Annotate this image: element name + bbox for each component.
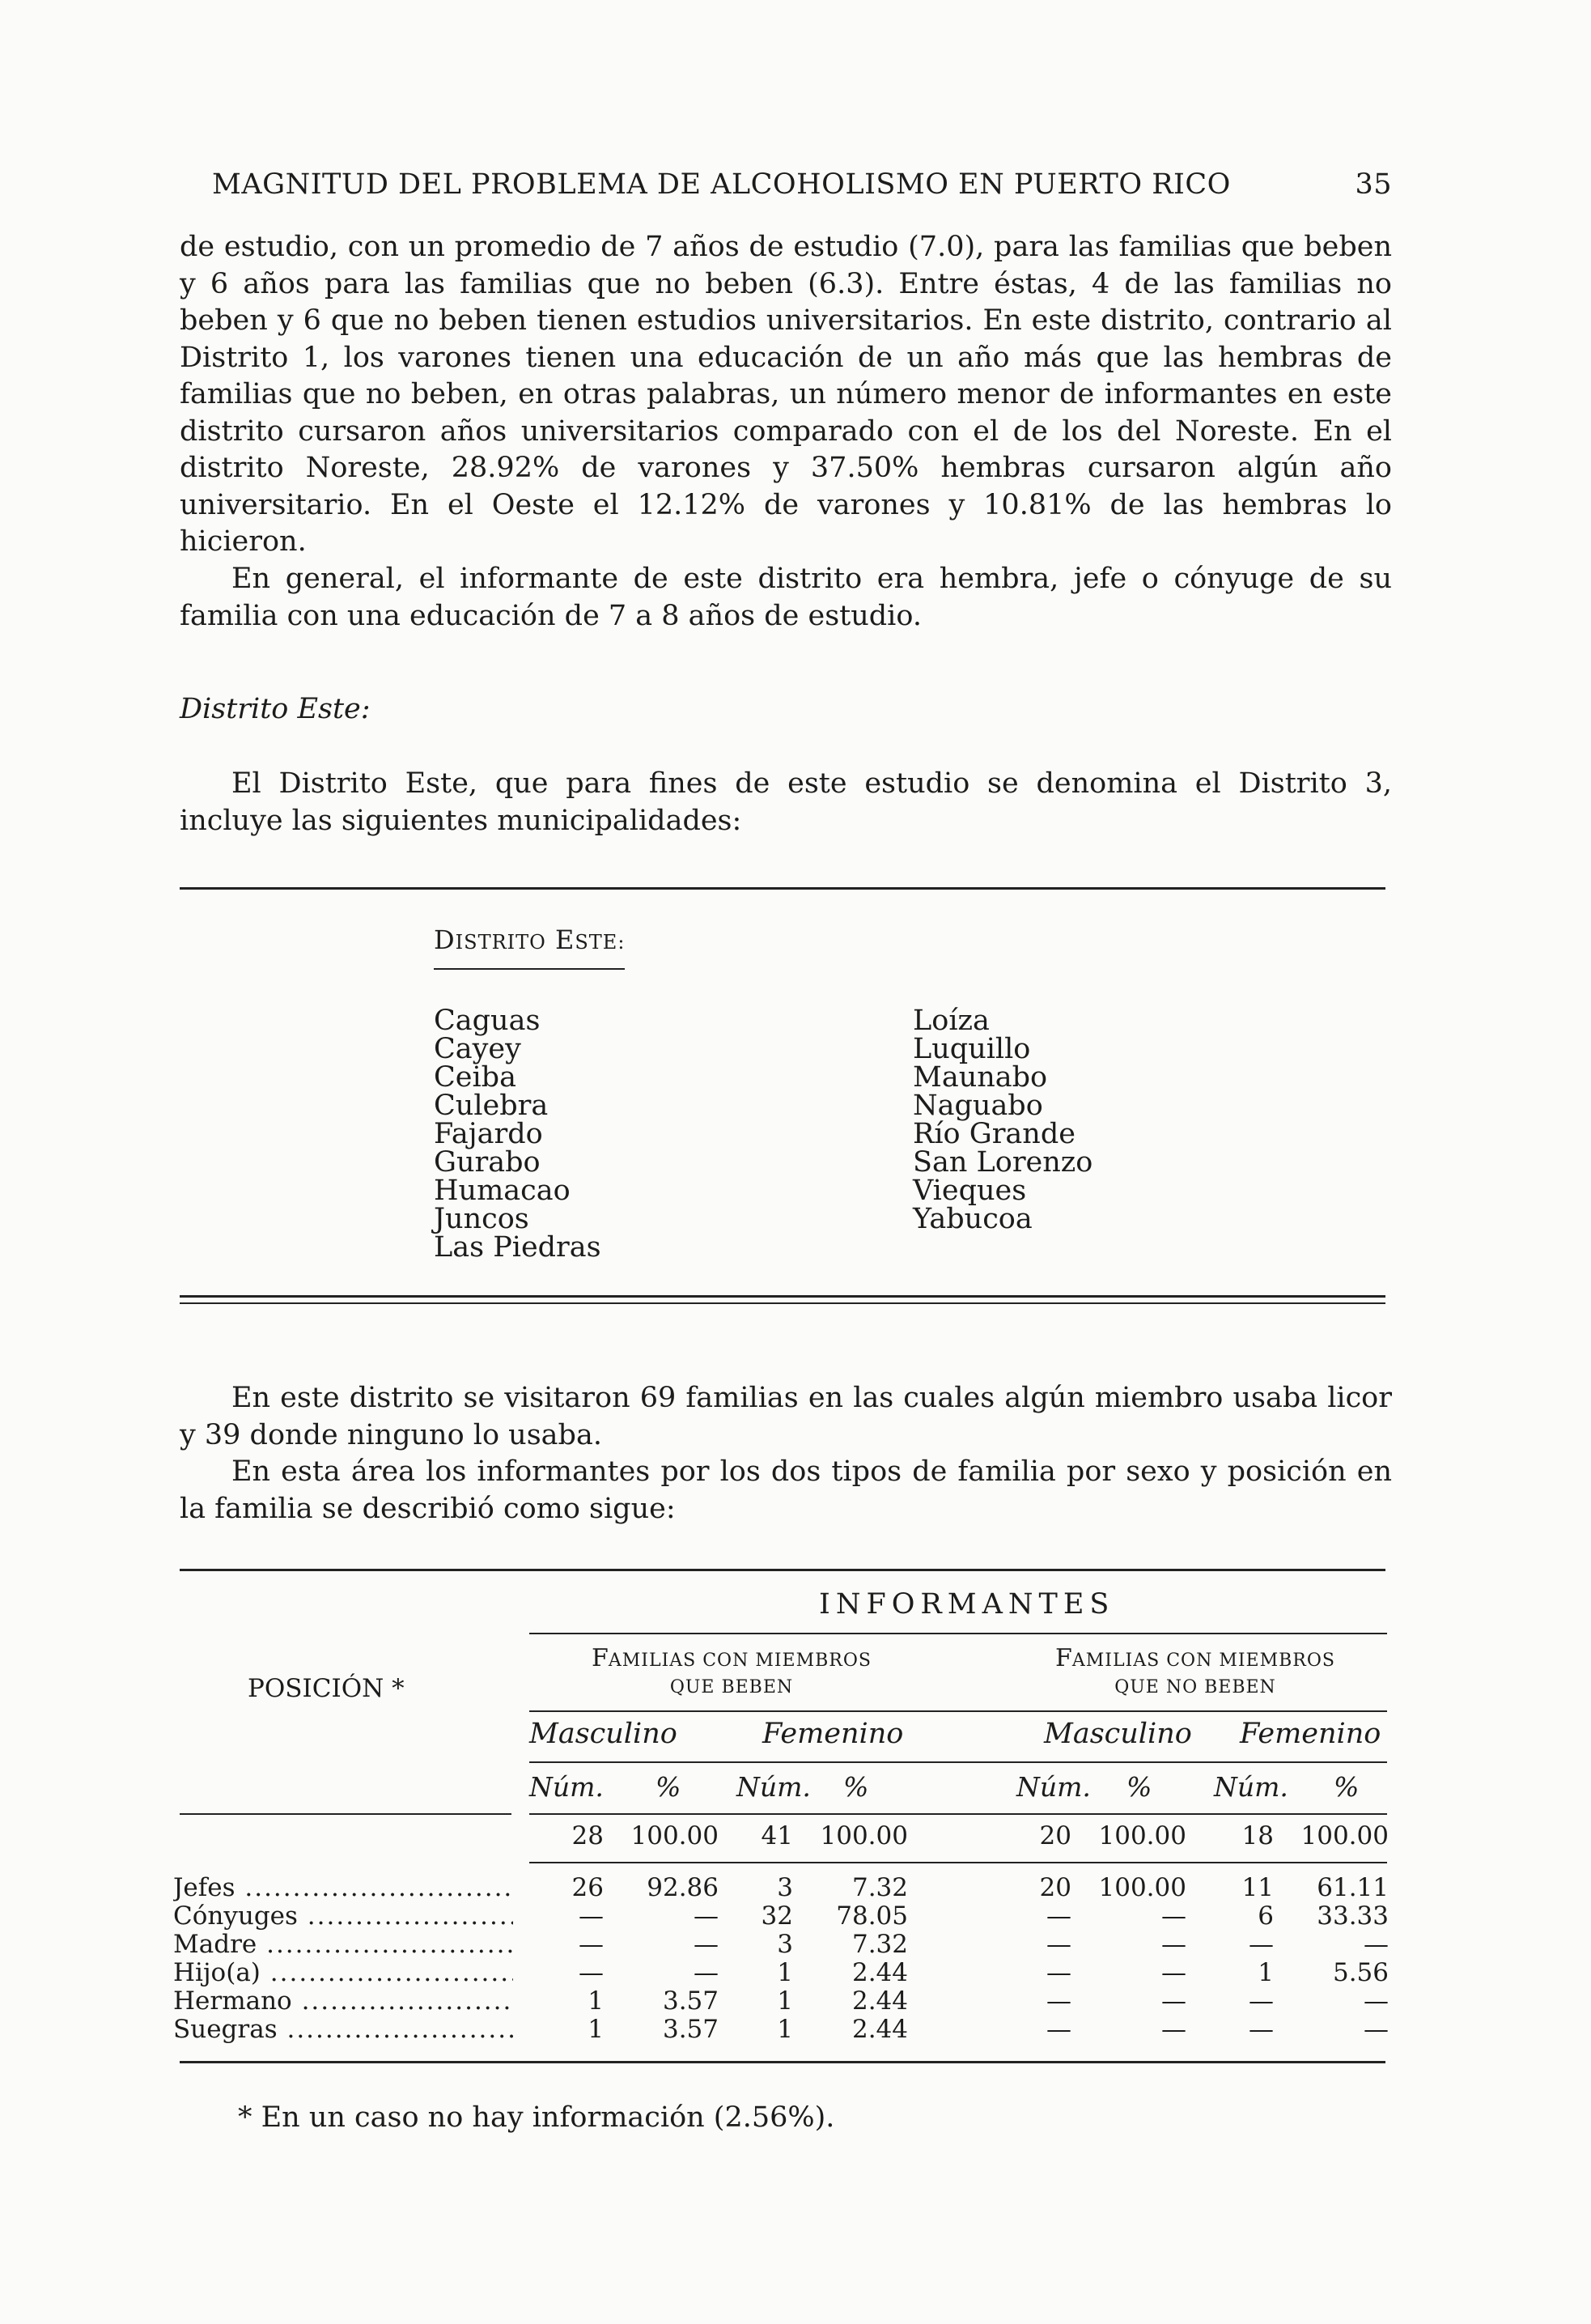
total-cell: 41	[761, 1821, 793, 1850]
list-item: Juncos	[434, 1203, 529, 1235]
table-cell: 5.56	[1332, 1958, 1389, 1987]
total-cell: 100.00	[1098, 1821, 1186, 1850]
table-cell: 2.44	[851, 2015, 908, 2044]
list-item: Ceiba	[434, 1061, 516, 1094]
total-cell: 100.00	[630, 1821, 719, 1850]
col-head-pct: %	[843, 1771, 869, 1803]
list-item: Humacao	[434, 1175, 571, 1207]
table-cell: 1	[588, 1986, 604, 2016]
list-item: San Lorenzo	[913, 1146, 1093, 1179]
table-cell: —	[579, 1901, 604, 1931]
table-cell: —	[579, 1958, 604, 1987]
list-item: Río Grande	[913, 1118, 1076, 1150]
table-bottom-rule-2	[180, 1302, 1385, 1304]
list-item: Caguas	[434, 1005, 541, 1037]
list-item: Culebra	[434, 1090, 549, 1122]
table-cell: —	[1161, 1986, 1186, 2016]
table-cell: —	[694, 1901, 719, 1931]
informants-bottom-rule	[180, 2061, 1385, 2063]
total-cell: 100.00	[820, 1821, 908, 1850]
row-label: Jefes .....	[173, 1873, 513, 1902]
paragraph-5: En esta área los informantes por los dos tipos de familia por sexo y posición en la familia se describió como sigue:	[180, 1455, 1392, 1525]
table-cell: 92.86	[647, 1873, 719, 1902]
list-item: Loíza	[913, 1005, 990, 1037]
list-item: Luquillo	[913, 1033, 1031, 1065]
paragraph-3: El Distrito Este, que para fines de este estudio se denomina el Distrito 3, incluye las siguientes municipalidades:	[180, 767, 1392, 837]
table-cell: —	[1161, 1901, 1186, 1931]
sex-label-g2-female: Femenino	[1240, 1718, 1381, 1750]
table-cell: —	[1161, 1930, 1186, 1959]
table-cell: —	[1364, 1930, 1389, 1959]
list-item: Gurabo	[434, 1146, 541, 1179]
stub-rule	[180, 1813, 511, 1815]
table-bottom-rule	[180, 1295, 1385, 1298]
list-item: Naguabo	[913, 1090, 1043, 1122]
table-cell: 100.00	[1098, 1873, 1186, 1902]
table-cell: 32	[761, 1901, 793, 1931]
col-head-num: Núm.	[1214, 1771, 1288, 1803]
table-cell: 11	[1241, 1873, 1274, 1902]
table-cell: —	[1046, 1958, 1071, 1987]
table-cell: —	[1364, 2015, 1389, 2044]
table-cell: 1	[777, 2015, 793, 2044]
col-head-num: Núm.	[1016, 1771, 1091, 1803]
row-label: Suegras .....	[173, 2015, 513, 2044]
table-top-rule	[180, 887, 1385, 890]
row-label: Madre .....	[173, 1930, 513, 1959]
table-cell: 61.11	[1317, 1873, 1389, 1902]
municipality-list-right	[913, 1007, 1092, 1234]
page-header	[180, 168, 1392, 209]
group-header-non-drinkers: FAMILIAS CON MIEMBROS QUE NO BEBEN	[1055, 1644, 1335, 1697]
total-cell: 100.00	[1300, 1821, 1389, 1850]
table-cell: 3	[777, 1930, 793, 1959]
list-item: Yabucoa	[913, 1203, 1033, 1235]
table-cell: —	[1046, 1930, 1071, 1959]
table-cell: 2.44	[851, 1986, 908, 2016]
group-header-rule	[529, 1710, 1387, 1712]
table-cell: 20	[1039, 1873, 1071, 1902]
table-cell: —	[1046, 1901, 1071, 1931]
table-cell: —	[694, 1930, 719, 1959]
table-cell: 1	[777, 1986, 793, 2016]
row-label: Hijo(a) .....	[173, 1958, 513, 1987]
row-label: Hermano .....	[173, 1986, 513, 2016]
list-item: Las Piedras	[434, 1231, 601, 1264]
table-cell: 2.44	[851, 1958, 908, 1987]
table-cell: —	[1046, 2015, 1071, 2044]
table-cell: 7.32	[851, 1930, 908, 1959]
running-title: MAGNITUD DEL PROBLEMA DE ALCOHOLISMO EN PUERTO RICO	[212, 168, 1231, 201]
table-cell: 6	[1258, 1901, 1274, 1931]
table-cell: —	[1046, 1986, 1071, 2016]
list-item: Fajardo	[434, 1118, 543, 1150]
col-head-pct: %	[1334, 1771, 1360, 1803]
table-cell: —	[694, 1958, 719, 1987]
table-cell: —	[1249, 1930, 1274, 1959]
table-cell: 3	[777, 1873, 793, 1902]
sex-label-g2-male: Masculino	[1044, 1718, 1192, 1750]
list-item: Maunabo	[913, 1061, 1048, 1094]
group-header-drinkers: FAMILIAS CON MIEMBROS QUE BEBEN	[592, 1644, 872, 1697]
informants-title-rule	[529, 1633, 1387, 1634]
table-cell: 7.32	[851, 1873, 908, 1902]
sex-label-rule	[529, 1761, 1387, 1763]
position-header: POSICIÓN *	[248, 1674, 405, 1703]
table-cell: 1	[588, 2015, 604, 2044]
sex-label-g1-male: Masculino	[529, 1718, 677, 1750]
table-cell: 1	[1258, 1958, 1274, 1987]
paragraph-1: de estudio, con un promedio de 7 años de estudio (7.0), para las familias que beben y 6 años para las familias que no beben (6.3). Entre éstas, 4 de las familias no beben y 6 que no beben tienen estudios universitarios. En este distrito, contrario al Distrito 1, los varones tienen una educación de un año más que las hembras de familias que no beben, en otras palabras, un número menor de informantes en este distrito cursaron años universitarios comparado con el de los del Noreste. En el distrito Noreste, 28.92% de varones y 37.50% hembras cursaron algún año universitario. En el Oeste el 12.12% de varones y 10.81% de las hembras lo hicieron.	[180, 231, 1392, 558]
table-cell: —	[1364, 1986, 1389, 2016]
total-cell: 20	[1039, 1821, 1071, 1850]
page-number: 35	[1355, 168, 1392, 201]
table-cell: —	[579, 1930, 604, 1959]
informants-top-rule	[180, 1569, 1385, 1571]
total-cell: 28	[571, 1821, 604, 1850]
table-cell: 1	[777, 1958, 793, 1987]
list-item: Vieques	[913, 1175, 1027, 1207]
table-cell: 78.05	[836, 1901, 908, 1931]
footnote: * En un caso no hay información (2.56%).	[238, 2101, 835, 2134]
district-table-heading: DISTRITO ESTE:	[434, 924, 625, 970]
col-head-num: Núm.	[529, 1771, 604, 1803]
table-cell: —	[1161, 1958, 1186, 1987]
table-cell: 26	[571, 1873, 604, 1902]
row-label: Cónyuges .....	[173, 1901, 513, 1931]
informants-title: INFORMANTES	[819, 1588, 1115, 1621]
table-cell: —	[1249, 1986, 1274, 2016]
col-head-pct: %	[655, 1771, 681, 1803]
table-cell: 3.57	[662, 1986, 719, 2016]
municipality-list-left	[434, 1007, 601, 1262]
table-cell: —	[1249, 2015, 1274, 2044]
paragraph-4: En este distrito se visitaron 69 familias en las cuales algún miembro usaba licor y 39 donde ninguno lo usaba.	[180, 1382, 1392, 1451]
paragraph-2: En general, el informante de este distrito era hembra, jefe o cónyuge de su familia con una educación de 7 a 8 años de estudio.	[180, 563, 1392, 632]
col-head-rule	[529, 1813, 1387, 1815]
totals-rule	[529, 1862, 1387, 1863]
table-cell: —	[1161, 2015, 1186, 2044]
col-head-num: Núm.	[736, 1771, 811, 1803]
sex-label-g1-female: Femenino	[762, 1718, 904, 1750]
col-head-pct: %	[1126, 1771, 1152, 1803]
table-cell: 33.33	[1317, 1901, 1389, 1931]
total-cell: 18	[1241, 1821, 1274, 1850]
list-item: Cayey	[434, 1033, 521, 1065]
table-cell: 3.57	[662, 2015, 719, 2044]
section-heading: Distrito Este:	[180, 693, 371, 725]
